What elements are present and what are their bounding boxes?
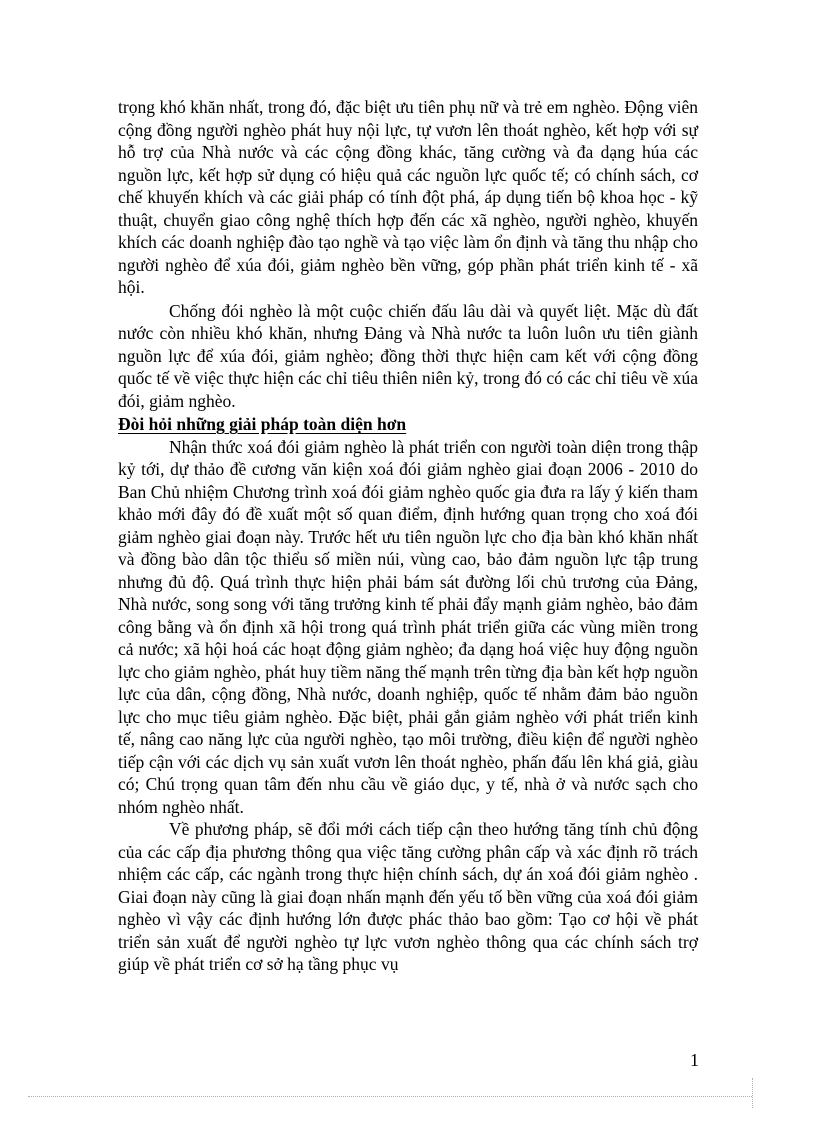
page-content bbox=[118, 96, 698, 976]
paragraph-2: Chống đói nghèo là một cuộc chiến đấu lâu dài và quyết liệt. Mặc dù đất nước còn nhiều khó khăn, nhưng Đảng và Nhà nước ta luôn luôn ưu tiên giành nguồn lực để xúa đói, giảm nghèo; đồng thời thực hiện cam kết với cộng đồng quốc tế về việc thực hiện các chỉ tiêu thiên niên kỷ, trong đó có các chỉ tiêu về xúa đói, giảm nghèo. bbox=[118, 300, 698, 411]
paragraph-3: Nhận thức xoá đói giảm nghèo là phát triển con người toàn diện trong thập kỷ tới, dự thảo đề cương văn kiện xoá đói giảm nghèo giai đoạn 2006 - 2010 do Ban Chủ nhiệm Chương trình xoá đói giảm nghèo quốc gia đưa ra lấy ý kiến tham khảo mới đây đó đề xuất một số quan điểm, định hướng quan trọng cho xoá đói giảm nghèo giai đoạn này. Trước hết ưu tiên nguồn lực cho địa bàn khó khăn nhất và đồng bào dân tộc thiểu số miền núi, vùng cao, bảo đảm nguồn lực tập trung nhưng đủ độ. Quá trình thực hiện phải bám sát đường lối chủ trương của Đảng, Nhà nước, song song với tăng trưởng kinh tế phải đẩy mạnh giảm nghèo, bảo đảm công bằng và ổn định xã hội trong quá trình phát triển giữa các vùng miền trong cả nước; xã hội hoá các hoạt động giảm nghèo; đa dạng hoá việc huy động nguồn lực cho giảm nghèo, phát huy tiềm năng thế mạnh trên từng địa bàn kết hợp nguồn lực của dân, cộng đồng, Nhà nước, doanh nghiệp, quốc tế nhằm đảm bảo nguồn lực cho mục tiêu giảm nghèo. Đặc biệt, phải gắn giảm nghèo với phát triển kinh tế, nâng cao năng lực của người nghèo, tạo môi trường, điều kiện để người nghèo tiếp cận với các dịch vụ sản xuất vươn lên thoát nghèo, phấn đấu lên khá giả, giàu có; Chú trọng quan tâm đến nhu cầu về giáo dục, y tế, nhà ở và nước sạch cho nhóm nghèo nhất. bbox=[118, 436, 698, 817]
paragraph-1: trọng khó khăn nhất, trong đó, đặc biệt ưu tiên phụ nữ và trẻ em nghèo. Động viên cộng đồng người nghèo phát huy nội lực, tự vươn lên thoát nghèo, kết hợp với sự hỗ trợ của Nhà nước và các cộng đồng khác, tăng cường và đa dạng húa các nguồn lực, kết hợp sử dụng có hiệu quả các nguồn lực quốc tế; có chính sách, cơ chế khuyến khích và các giải pháp có tính đột phá, áp dụng tiến bộ khoa học - kỹ thuật, chuyển giao công nghệ thích hợp đến các xã nghèo, người nghèo, khuyến khích các doanh nghiệp đào tạo nghề và tạo việc làm ổn định và tăng thu nhập cho người nghèo để xúa đói, giảm nghèo bền vững, góp phần phát triển kinh tế - xã hội. bbox=[118, 97, 698, 297]
page-border-right bbox=[752, 1078, 753, 1108]
page-border-bottom bbox=[28, 1096, 752, 1097]
section-heading: Đòi hỏi những giải pháp toàn diện hơn bbox=[118, 414, 407, 434]
paragraph-4: Về phương pháp, sẽ đổi mới cách tiếp cận theo hướng tăng tính chủ động của các cấp địa phương thông qua việc tăng cường phân cấp và xác định rõ trách nhiệm các cấp, các ngành trong thực hiện chính sách, dự án xoá đói giảm nghèo . Giai đoạn này cũng là giai đoạn nhấn mạnh đến yếu tố bền vững của xoá đói giảm nghèo vì vậy các định hướng lớn được phác thảo bao gồm: Tạo cơ hội về phát triển sản xuất để người nghèo tự lực vươn nghèo thông qua các chính sách trợ giúp về phát triển cơ sở hạ tầng phục vụ bbox=[118, 819, 698, 974]
page-number: 1 bbox=[690, 1050, 699, 1070]
